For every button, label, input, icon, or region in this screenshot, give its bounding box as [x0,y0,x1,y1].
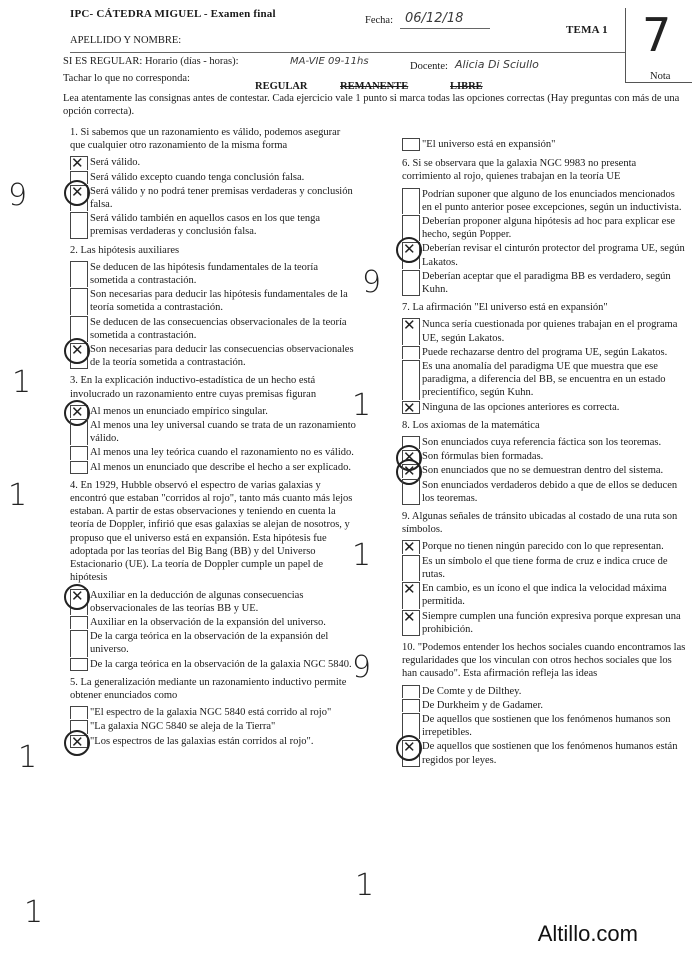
q8-option-3[interactable]: ✕ Son enunciados que no se demuestran dentro del sistema. [402,464,687,477]
left-column [70,126,358,749]
grade-mark-q4: 1 [18,740,38,775]
q9-stem: 9. Algunas señales de tránsito ubicadas al costado de una ruta son símbolos. [402,511,678,536]
q4-option-4[interactable]: De la carga teórica en la observación de la galaxia NGC 5840. [70,658,358,671]
q5-option-3[interactable]: ✕ "Los espectros de las galaxias están corridos al rojo". [70,735,358,748]
q4-option-2[interactable]: Auxiliar en la observación de la expansión del universo. [70,616,358,629]
q3-option-1[interactable]: ✕ Al menos un enunciado empírico singular. [70,405,358,418]
q7-option-1[interactable]: ✕ Nunca sería cuestionada por quienes trabajan en el programa UE, según Lakatos. [403,316,678,344]
q4-option-1[interactable]: ✕ Auxiliar en la deducción de algunas consecuencias observacionales de las teorías BB y UE. [70,589,358,615]
q9-option-2[interactable]: Es un símbolo el que tiene forma de cruz e indica cruce de rutas. [402,555,687,581]
q3-option-3[interactable]: Al menos una ley teórica cuando el razonamiento no es válido. [70,446,358,459]
q10-option-1[interactable]: De Comte y de Dilthey. [402,685,687,698]
grade-mark-q2: 1 [12,365,32,400]
q2-option-1[interactable]: Se deducen de las hipótesis fundamentales de la teoría sometida a contrastación. [70,261,358,287]
q7-option-4[interactable]: ✕ Ninguna de las opciones anteriores es correcta. [403,398,620,417]
q8-option-1[interactable]: Son enunciados cuya referencia fáctica son los teoremas. [402,436,687,449]
grade-mark-q3: 1 [8,478,28,513]
tema: TEMA 1 [566,24,608,36]
altillo-watermark: Altillo.com [537,921,638,946]
q9-option-3[interactable]: ✕ En cambio, es un ícono el que indica la velocidad máxima permitida. [403,580,667,608]
q5-stem: 5. La generalización mediante un razonamiento inductivo permite obtener enunciados como [70,676,347,701]
grade-mark-q7: 1 [352,388,372,423]
q4-stem: 4. En 1929, Hubble observó el espectro de varias galaxias y encontró que estaban "corridos al rojo", tanto más cuanto más lejos estaban. A partir de estas observaciones y teniendo en cuenta la teoría de Doppler, infirió que esas galaxias se alejan de nosotros, y propuso que el universo está en expansión. Esta hipótesis fue adoptada por las teorías del Big Bang (BB) y del Universo Estacionario (UE). La teoría de Doppler cumple un papel de hipótesis [70,479,353,584]
grade-mark-q6: 9 [362,265,382,300]
docente-label: Docente: [410,61,448,72]
q2-option-3[interactable]: Se deducen de las consecuencias observacionales de la teoría sometida a contrastación. [70,316,358,342]
fecha-value: 06/12/18 [405,11,464,26]
libre: LIBRE [450,81,483,92]
grade-mark-q10: 1 [355,868,375,903]
nota-label: Nota [650,71,671,82]
q2-option-4[interactable]: ✕ Son necesarias para deducir las consecuencias observacionales de la teoría sometida a contrastación. [70,343,358,369]
exam-title: IPC- CÁTEDRA MIGUEL - Examen final [70,8,276,20]
q10-option-4[interactable]: ✕ De aquellos que sostienen que los fenómenos humanos están regidos por leyes. [402,740,687,766]
tachar-label: Tachar lo que no corresponda: [63,73,190,84]
q3-option-2[interactable]: Al menos una ley universal cuando se trata de un razonamiento válido. [70,419,358,445]
q1-option-1[interactable]: ✕ Será válido. [71,154,141,173]
q8-option-2[interactable]: ✕ Son fórmulas bien formadas. [402,450,687,463]
q9-option-1[interactable]: ✕ Porque no tienen ningún parecido con lo que representan. [403,538,664,557]
regular: REGULAR [255,81,308,92]
grade-mark-q8: 1 [352,538,372,573]
si-es-regular: SI ES REGULAR: Horario (días - horas): [63,56,239,67]
q1-option-2[interactable]: Será válido excepto cuando tenga conclusión falsa. [70,171,358,184]
q10-stem: 10. "Podemos entender los hechos sociales cuando encontramos las regularidades que los vinculan con otros hechos sociales que los han causado". Esta afirmación refleja las ideas [402,641,686,680]
q10-option-3[interactable]: De aquellos que sostienen que los fenómenos humanos son irrepetibles. [402,713,687,739]
instructions: Lea atentamente las consignas antes de contestar. Cada ejercicio vale 1 punto si marca todas las opciones correctas (Hay preguntas con más de una opción correcta). [63,93,680,117]
right-column [402,138,687,768]
q2-stem: 2. Las hipótesis auxiliares [70,244,180,256]
q5-option-2[interactable]: "La galaxia NGC 5840 se aleja de la Tierra" [70,720,358,733]
q3-stem: 3. En la explicación inductivo-estadística de un hecho está involucrado un razonamiento entre cuyas premisas figuran [70,375,317,400]
q4-option-3[interactable]: De la carga teórica en la observación de la expansión del universo. [70,630,358,656]
q6-option-2[interactable]: Deberían proponer alguna hipótesis ad hoc para explicar ese hecho, según Popper. [402,215,687,241]
q5-option-1[interactable]: "El espectro de la galaxia NGC 5840 está corrido al rojo" [70,706,358,719]
grade-mark-q1: 9 [8,178,28,213]
q9-option-4[interactable]: ✕ Siempre cumplen una función expresiva porque expresan una prohibición. [403,607,681,635]
apellido-label: APELLIDO Y NOMBRE: [70,35,182,46]
q6-option-1[interactable]: Podrían suponer que alguno de los enunciados mencionados en el punto anterior posee excepciones, según un inductivista. [402,188,687,214]
remanente: REMANENTE [340,81,409,92]
q6-stem: 6. Si se observara que la galaxia NGC 9983 no presenta corrimiento al rojo, quienes trabajan en la teoría UE [402,158,637,183]
docente-value: Alicia Di Sciullo [455,58,539,71]
q6-option-4[interactable]: Deberían aceptar que el paradigma BB es verdadero, según Kuhn. [402,270,687,296]
q7-option-3[interactable]: Es una anomalía del paradigma UE que muestra que ese paradigma, a diferencia del BB, se encuentra en un estado precientífico, según Kuhn. [402,360,687,400]
q5-option-4[interactable]: "El universo está en expansión" [402,138,687,151]
fecha-label: Fecha: [365,15,393,26]
q1-option-4[interactable]: Será válido también en aquellos casos en los que tenga premisas verdaderas y conclusión falsa. [70,212,358,238]
grade-mark-q9: 9 [352,650,372,685]
nota-value: 7 [642,8,672,62]
q7-stem: 7. La afirmación "El universo está en expansión" [402,302,608,314]
horario-value: MA-VIE 09-11hs [290,56,369,67]
q10-option-2[interactable]: De Durkheim y de Gadamer. [402,699,687,712]
q7-option-2[interactable]: Puede rechazarse dentro del programa UE, según Lakatos. [402,346,687,359]
grade-mark-q5: 1 [24,895,44,930]
q1-option-3[interactable]: ✕ Será válido y no podrá tener premisas verdaderas y conclusión falsa. [70,185,358,211]
q6-option-3[interactable]: ✕ Deberían revisar el cinturón protector del programa UE, según Lakatos. [402,242,687,268]
q1-stem: 1. Si sabemos que un razonamiento es válido, podemos asegurar que cualquier otro razonamiento de la misma forma [70,127,341,152]
q8-option-4[interactable]: Son enunciados verdaderos debido a que de ellos se deducen los teoremas. [402,479,687,505]
q2-option-2[interactable]: Son necesarias para deducir las hipótesis fundamentales de la teoría sometida a contrastación. [70,288,358,314]
q8-stem: 8. Los axiomas de la matemática [402,419,540,431]
q3-option-4[interactable]: Al menos un enunciado que describe el hecho a ser explicado. [70,461,358,474]
